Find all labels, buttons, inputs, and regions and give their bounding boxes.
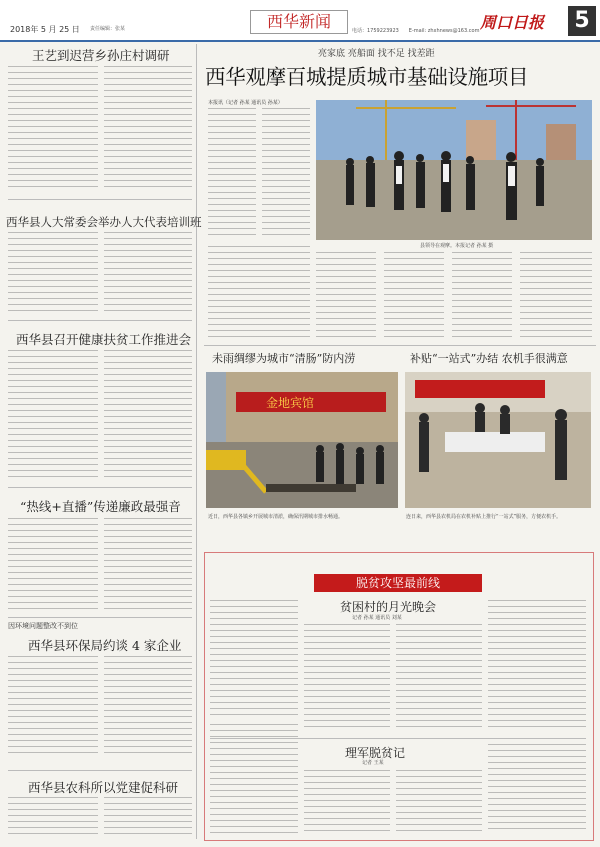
subsidy-photo-illustration <box>405 372 591 508</box>
article-text <box>384 252 444 340</box>
article-text <box>210 600 298 718</box>
headline-hotline: “热线+直播”传递廉政最强音 <box>20 499 181 514</box>
article-text <box>316 252 376 340</box>
flood-photo-illustration <box>206 372 398 508</box>
story2-byline: 记者 王某 <box>362 760 384 766</box>
headline-environment: 西华县环保局约谈 4 家企业 <box>28 638 182 653</box>
lead-photo-illustration <box>316 100 592 240</box>
kicker-environment: 因环境问题整改不到位 <box>8 622 78 630</box>
poverty-banner: 脱贫攻坚最前线 <box>314 574 482 592</box>
article-text <box>488 744 586 834</box>
headline-wangyi: 王艺到迟营乡孙庄村调研 <box>32 48 170 63</box>
article-text <box>8 797 98 839</box>
divider <box>8 199 192 200</box>
headline-agri-institute: 西华县农科所以党建促科研 <box>28 780 179 795</box>
headline-agri-subsidy: 补贴“一站式”办结 农机手很满意 <box>410 352 568 365</box>
flood-photo <box>206 372 398 508</box>
article-text <box>396 624 482 732</box>
hotel-sign-text: 金地宾馆 <box>266 396 315 410</box>
page-number: 5 <box>568 6 596 36</box>
article-text <box>208 246 310 340</box>
article-text <box>452 252 512 340</box>
article-text <box>104 656 192 756</box>
article-text <box>304 770 390 834</box>
divider <box>8 320 192 321</box>
editor-credit: 责任编辑：张某 <box>90 26 126 32</box>
article-text <box>104 797 192 839</box>
headline-npc-training: 西华县人大常委会举办人大代表培训班 <box>6 215 202 229</box>
article-text <box>8 66 98 192</box>
contact-info: 电话：1759223923 E-mail: zhxhnews@163.com <box>352 28 480 34</box>
article-text <box>8 656 98 756</box>
article-text <box>104 66 192 192</box>
lead-photo <box>316 100 592 240</box>
flood-photo-caption: 近日，西华县各镇乡开展城市清淤，确保汛期城市排水畅通。 <box>208 514 344 520</box>
newspaper-logo: 周口日报 <box>480 13 545 32</box>
article-text <box>488 600 586 732</box>
article-text <box>396 770 482 834</box>
headline-health: 西华县召开健康扶贫工作推进会 <box>16 332 192 347</box>
headline-flood-prevention: 未雨绸缪为城市“清肠”防内涝 <box>212 352 356 365</box>
column-divider <box>196 44 197 839</box>
subsidy-photo-caption: 连日来，西华县农机局在农机补贴上推行“一站式”服务，方便农机手。 <box>406 514 562 520</box>
article-text <box>304 624 390 732</box>
headline-lijun-story: 理军脱贫记 <box>345 746 406 760</box>
divider <box>8 617 192 618</box>
article-text <box>208 108 256 238</box>
lead-headline: 西华观摩百城提质城市基础设施项目 <box>205 65 529 89</box>
lead-byline: 本报讯（记者 孙某 通讯员 孙某） <box>208 100 283 106</box>
article-text <box>104 232 192 312</box>
headline-moonlight-party: 贫困村的月光晚会 <box>340 600 437 614</box>
section-title: 西华新闻 <box>250 10 348 34</box>
divider <box>8 487 192 488</box>
lead-kicker: 亮家底 亮船面 找不足 找差距 <box>318 49 435 59</box>
article-text <box>262 108 310 238</box>
article-text <box>104 518 192 610</box>
divider <box>8 770 192 771</box>
article-text <box>520 252 592 340</box>
article-text <box>8 350 98 478</box>
divider <box>204 345 596 346</box>
story1-byline: 记者 孙某 通讯员 刘某 <box>352 615 402 621</box>
lead-photo-caption: 县领导在观摩。本报记者 孙某 摄 <box>420 243 494 249</box>
subsidy-photo <box>405 372 591 508</box>
article-text <box>8 232 98 312</box>
article-text <box>8 518 98 610</box>
article-text <box>210 724 298 834</box>
article-text <box>104 350 192 478</box>
issue-date: 2018年 5 月 25 日 <box>10 25 80 34</box>
